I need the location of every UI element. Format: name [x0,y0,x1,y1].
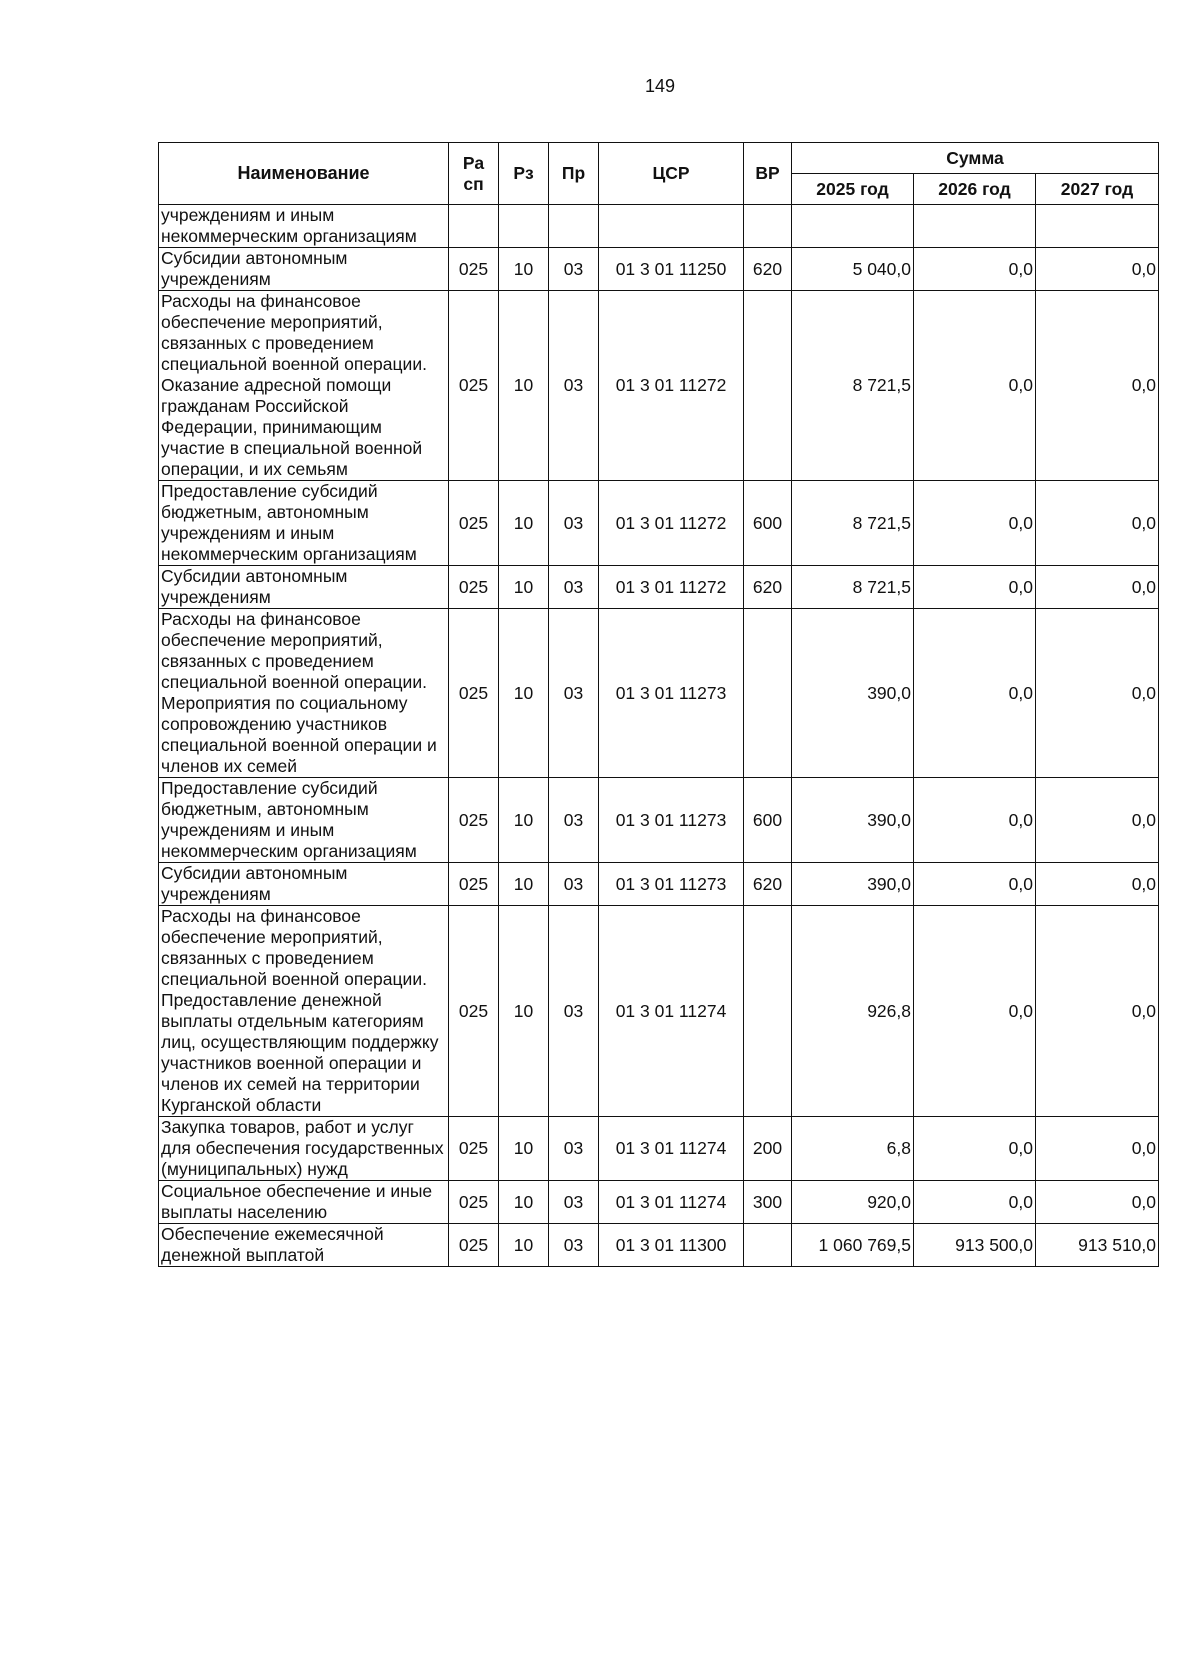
row-pr: 03 [549,1181,599,1224]
row-sum-2027: 0,0 [1036,863,1159,906]
budget-table [158,142,1159,1267]
row-sum-2025: 6,8 [792,1117,914,1181]
row-pr: 03 [549,291,599,481]
row-sum-2025: 5 040,0 [792,248,914,291]
row-sum-2026: 0,0 [914,863,1036,906]
row-sum-2027: 0,0 [1036,248,1159,291]
row-vr [744,205,792,248]
row-pr: 03 [549,609,599,778]
row-sum-2025: 1 060 769,5 [792,1224,914,1267]
row-name: Закупка товаров, работ и услуг для обеспечения государственных (муниципальных) нужд [159,1117,449,1181]
row-rasp: 025 [449,863,499,906]
header-sum-group: Сумма [792,143,1159,174]
table-row [159,778,1159,863]
row-sum-2027: 0,0 [1036,1181,1159,1224]
header-year-2027: 2027 год [1036,174,1159,205]
row-name: Социальное обеспечение и иные выплаты населению [159,1181,449,1224]
row-sum-2026: 0,0 [914,481,1036,566]
row-csr: 01 3 01 11250 [599,248,744,291]
row-csr: 01 3 01 11272 [599,566,744,609]
row-csr: 01 3 01 11273 [599,863,744,906]
row-rasp: 025 [449,906,499,1117]
row-name: Предоставление субсидий бюджетным, автономным учреждениям и иным некоммерческим организациям [159,481,449,566]
row-vr: 300 [744,1181,792,1224]
table-body [159,205,1159,1267]
row-vr [744,609,792,778]
row-sum-2026 [914,205,1036,248]
header-year-2025: 2025 год [792,174,914,205]
row-pr: 03 [549,778,599,863]
row-csr: 01 3 01 11273 [599,609,744,778]
row-rz: 10 [499,1181,549,1224]
row-pr: 03 [549,863,599,906]
row-pr: 03 [549,248,599,291]
row-rasp: 025 [449,566,499,609]
row-pr: 03 [549,481,599,566]
header-csr: ЦСР [599,143,744,205]
row-sum-2026: 0,0 [914,291,1036,481]
row-name: Субсидии автономным учреждениям [159,863,449,906]
row-vr: 620 [744,566,792,609]
row-vr: 600 [744,778,792,863]
row-csr: 01 3 01 11274 [599,1117,744,1181]
row-pr [549,205,599,248]
table-row [159,291,1159,481]
row-sum-2027: 0,0 [1036,1117,1159,1181]
page-number: 149 [644,76,676,96]
row-sum-2027: 0,0 [1036,291,1159,481]
row-vr: 600 [744,481,792,566]
row-pr: 03 [549,1117,599,1181]
row-pr: 03 [549,906,599,1117]
row-name: Обеспечение ежемесячной денежной выплатой [159,1224,449,1267]
row-vr [744,291,792,481]
table-row [159,481,1159,566]
table-row [159,566,1159,609]
table-row [159,609,1159,778]
table-row [159,205,1159,248]
row-sum-2025 [792,205,914,248]
row-sum-2026: 0,0 [914,1117,1036,1181]
header-vr: ВР [744,143,792,205]
row-sum-2025: 390,0 [792,778,914,863]
row-name: Предоставление субсидий бюджетным, автономным учреждениям и иным некоммерческим организациям [159,778,449,863]
row-csr: 01 3 01 11300 [599,1224,744,1267]
row-vr [744,1224,792,1267]
row-rasp: 025 [449,609,499,778]
row-name: Расходы на финансовое обеспечение мероприятий, связанных с проведением специальной военной операции. Мероприятия по социальному сопровождению участников специальной военной операции и членов их семей [159,609,449,778]
row-sum-2026: 0,0 [914,248,1036,291]
row-sum-2027: 0,0 [1036,609,1159,778]
row-rz [499,205,549,248]
header-pr: Пр [549,143,599,205]
row-vr: 620 [744,248,792,291]
table-row [159,1181,1159,1224]
row-name: Субсидии автономным учреждениям [159,248,449,291]
row-rz: 10 [499,248,549,291]
row-name: учреждениям и иным некоммерческим организациям [159,205,449,248]
row-rz: 10 [499,609,549,778]
row-sum-2025: 8 721,5 [792,291,914,481]
row-vr [744,906,792,1117]
header-rasp: Ра сп [449,143,499,205]
row-csr: 01 3 01 11274 [599,906,744,1117]
row-name: Расходы на финансовое обеспечение мероприятий, связанных с проведением специальной военной операции. Предоставление денежной выплаты отдельным категориям лиц, осуществляющим поддержку участников военной операции и членов их семей на территории Курганской области [159,906,449,1117]
header-rz: Рз [499,143,549,205]
row-pr: 03 [549,566,599,609]
row-rasp: 025 [449,1224,499,1267]
row-csr [599,205,744,248]
row-rasp: 025 [449,1181,499,1224]
row-rasp [449,205,499,248]
row-rasp: 025 [449,248,499,291]
row-rz: 10 [499,906,549,1117]
row-rz: 10 [499,566,549,609]
header-name: Наименование [159,143,449,205]
row-csr: 01 3 01 11272 [599,291,744,481]
row-sum-2025: 390,0 [792,609,914,778]
row-sum-2027: 0,0 [1036,481,1159,566]
row-sum-2027: 913 510,0 [1036,1224,1159,1267]
row-sum-2027: 0,0 [1036,778,1159,863]
row-sum-2026: 0,0 [914,566,1036,609]
row-csr: 01 3 01 11274 [599,1181,744,1224]
row-sum-2026: 913 500,0 [914,1224,1036,1267]
row-csr: 01 3 01 11273 [599,778,744,863]
row-sum-2026: 0,0 [914,778,1036,863]
row-vr: 620 [744,863,792,906]
row-sum-2027: 0,0 [1036,906,1159,1117]
row-csr: 01 3 01 11272 [599,481,744,566]
row-sum-2025: 8 721,5 [792,566,914,609]
row-sum-2025: 8 721,5 [792,481,914,566]
row-name: Расходы на финансовое обеспечение мероприятий, связанных с проведением специальной военной операции. Оказание адресной помощи гражданам Российской Федерации, принимающим участие в специальной военной операции, и их семьям [159,291,449,481]
row-rz: 10 [499,481,549,566]
row-sum-2026: 0,0 [914,609,1036,778]
row-vr: 200 [744,1117,792,1181]
row-sum-2025: 926,8 [792,906,914,1117]
row-sum-2025: 920,0 [792,1181,914,1224]
row-rasp: 025 [449,481,499,566]
row-rasp: 025 [449,778,499,863]
table-row [159,906,1159,1117]
row-rz: 10 [499,1224,549,1267]
row-rz: 10 [499,863,549,906]
table-row [159,1117,1159,1181]
row-sum-2025: 390,0 [792,863,914,906]
table-row [159,863,1159,906]
row-sum-2026: 0,0 [914,906,1036,1117]
row-sum-2026: 0,0 [914,1181,1036,1224]
row-rz: 10 [499,1117,549,1181]
row-pr: 03 [549,1224,599,1267]
row-name: Субсидии автономным учреждениям [159,566,449,609]
row-rasp: 025 [449,1117,499,1181]
table-row [159,1224,1159,1267]
row-sum-2027: 0,0 [1036,566,1159,609]
header-year-2026: 2026 год [914,174,1036,205]
row-rasp: 025 [449,291,499,481]
row-rz: 10 [499,778,549,863]
table-header [159,143,1159,205]
row-sum-2027 [1036,205,1159,248]
table-row [159,248,1159,291]
row-rz: 10 [499,291,549,481]
